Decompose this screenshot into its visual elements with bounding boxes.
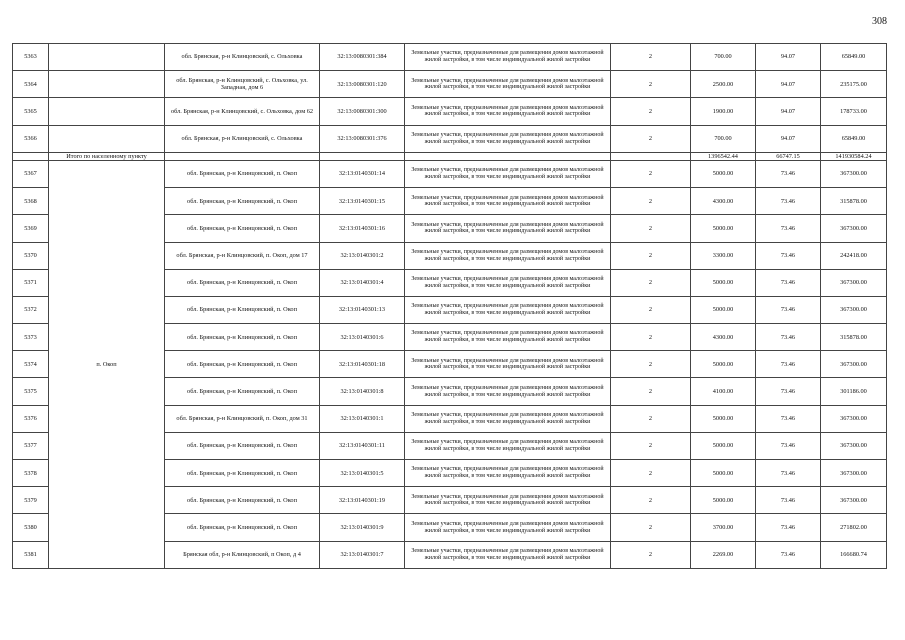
row-cadastral-number: 32:13:0140301:4	[320, 269, 405, 296]
row-area: 5000.00	[691, 215, 756, 242]
row-rate: 73.46	[756, 432, 821, 459]
row-rate: 73.46	[756, 296, 821, 323]
row-area: 4300.00	[691, 324, 756, 351]
row-purpose: Земельные участки, предназначенные для размещения домов малоэтажной жилой застройки, в том числе индивидуальной жилой застройки	[405, 514, 611, 541]
row-cadastral-value: 367300.00	[821, 432, 887, 459]
total-blank	[405, 152, 611, 160]
row-cadastral-number: 32:13:0140301:8	[320, 378, 405, 405]
row-number: 5381	[13, 541, 49, 568]
row-locality	[49, 98, 165, 125]
row-rate: 94.07	[756, 125, 821, 152]
row-rate: 73.46	[756, 215, 821, 242]
row-cadastral-value: 166680.74	[821, 541, 887, 568]
row-number: 5371	[13, 269, 49, 296]
row-cadastral-value: 65849.00	[821, 44, 887, 71]
row-area: 4100.00	[691, 378, 756, 405]
row-address: обл. Брянская, р-н Клинцовский, п. Окоп	[165, 487, 320, 514]
row-rate: 73.46	[756, 242, 821, 269]
row-rate: 94.07	[756, 98, 821, 125]
total-label: Итого по населенному пункту	[49, 152, 165, 160]
row-number: 5377	[13, 432, 49, 459]
row-group: 2	[611, 44, 691, 71]
row-area: 3300.00	[691, 242, 756, 269]
row-group: 2	[611, 188, 691, 215]
row-area: 5000.00	[691, 460, 756, 487]
row-cadastral-value: 367300.00	[821, 351, 887, 378]
row-rate: 73.46	[756, 324, 821, 351]
row-area: 1900.00	[691, 98, 756, 125]
row-address: обл. Брянская, р-н Клинцовский, с. Ольховка, дом 62	[165, 98, 320, 125]
row-area: 3700.00	[691, 514, 756, 541]
row-cadastral-value: 65849.00	[821, 125, 887, 152]
total-area: 1396542.44	[691, 152, 756, 160]
row-number: 5375	[13, 378, 49, 405]
table-body	[13, 44, 887, 569]
row-cadastral-value: 301186.00	[821, 378, 887, 405]
row-address: обл. Брянская, р-н Клинцовский, п. Окоп	[165, 188, 320, 215]
row-address: обл. Брянская, р-н Клинцовский, п. Окоп	[165, 215, 320, 242]
row-cadastral-value: 315878.00	[821, 324, 887, 351]
row-group: 2	[611, 324, 691, 351]
table-row	[13, 98, 887, 125]
row-number: 5367	[13, 160, 49, 187]
row-purpose: Земельные участки, предназначенные для размещения домов малоэтажной жилой застройки, в том числе индивидуальной жилой застройки	[405, 296, 611, 323]
row-group: 2	[611, 296, 691, 323]
table-row	[13, 71, 887, 98]
row-purpose: Земельные участки, предназначенные для размещения домов малоэтажной жилой застройки, в том числе индивидуальной жилой застройки	[405, 378, 611, 405]
row-number: 5369	[13, 215, 49, 242]
row-number: 5364	[13, 71, 49, 98]
row-purpose: Земельные участки, предназначенные для размещения домов малоэтажной жилой застройки, в том числе индивидуальной жилой застройки	[405, 269, 611, 296]
row-purpose: Земельные участки, предназначенные для размещения домов малоэтажной жилой застройки, в том числе индивидуальной жилой застройки	[405, 541, 611, 568]
cadastral-value-table	[12, 43, 887, 569]
row-cadastral-value: 367300.00	[821, 405, 887, 432]
row-group: 2	[611, 215, 691, 242]
row-locality	[49, 71, 165, 98]
row-purpose: Земельные участки, предназначенные для размещения домов малоэтажной жилой застройки, в том числе индивидуальной жилой застройки	[405, 188, 611, 215]
row-number: 5365	[13, 98, 49, 125]
total-row	[13, 152, 887, 160]
row-area: 5000.00	[691, 432, 756, 459]
row-cadastral-number: 32:13:0140301:7	[320, 541, 405, 568]
row-purpose: Земельные участки, предназначенные для размещения домов малоэтажной жилой застройки, в том числе индивидуальной жилой застройки	[405, 125, 611, 152]
row-number: 5363	[13, 44, 49, 71]
row-purpose: Земельные участки, предназначенные для размещения домов малоэтажной жилой застройки, в том числе индивидуальной жилой застройки	[405, 487, 611, 514]
row-rate: 73.46	[756, 351, 821, 378]
row-purpose: Земельные участки, предназначенные для размещения домов малоэтажной жилой застройки, в том числе индивидуальной жилой застройки	[405, 71, 611, 98]
row-area: 2500.00	[691, 71, 756, 98]
total-blank	[320, 152, 405, 160]
row-group: 2	[611, 378, 691, 405]
row-locality	[49, 125, 165, 152]
row-cadastral-value: 367300.00	[821, 160, 887, 187]
row-cadastral-number: 32:13:0140301:9	[320, 514, 405, 541]
row-cadastral-number: 32:13:0080301:376	[320, 125, 405, 152]
row-rate: 73.46	[756, 460, 821, 487]
row-cadastral-number: 32:13:0140301:13	[320, 296, 405, 323]
row-number: 5366	[13, 125, 49, 152]
total-blank	[13, 152, 49, 160]
row-group: 2	[611, 242, 691, 269]
row-cadastral-value: 315878.00	[821, 188, 887, 215]
row-area: 5000.00	[691, 351, 756, 378]
row-number: 5370	[13, 242, 49, 269]
row-locality	[49, 44, 165, 71]
row-address: обл. Брянская, р-н Клинцовский, с. Ольховка	[165, 125, 320, 152]
row-cadastral-value: 367300.00	[821, 487, 887, 514]
row-group: 2	[611, 160, 691, 187]
row-number: 5378	[13, 460, 49, 487]
row-address: обл. Брянская, р-н Клинцовский, с. Ольховка, ул. Западная, дом 6	[165, 71, 320, 98]
row-group: 2	[611, 125, 691, 152]
row-area: 700.00	[691, 44, 756, 71]
row-rate: 94.07	[756, 44, 821, 71]
table-row	[13, 160, 887, 187]
row-purpose: Земельные участки, предназначенные для размещения домов малоэтажной жилой застройки, в том числе индивидуальной жилой застройки	[405, 405, 611, 432]
page-number: 308	[872, 16, 887, 27]
row-address: обл. Брянская, р-н Клинцовский, п. Окоп	[165, 460, 320, 487]
row-number: 5368	[13, 188, 49, 215]
row-number: 5376	[13, 405, 49, 432]
row-area: 2269.00	[691, 541, 756, 568]
row-group: 2	[611, 541, 691, 568]
row-cadastral-value: 367300.00	[821, 215, 887, 242]
row-purpose: Земельные участки, предназначенные для размещения домов малоэтажной жилой застройки, в том числе индивидуальной жилой застройки	[405, 324, 611, 351]
row-cadastral-number: 32:13:0140301:19	[320, 487, 405, 514]
row-purpose: Земельные участки, предназначенные для размещения домов малоэтажной жилой застройки, в том числе индивидуальной жилой застройки	[405, 242, 611, 269]
row-rate: 73.46	[756, 514, 821, 541]
row-address: Брянская обл, р-н Клинцовский, п Окоп, д 4	[165, 541, 320, 568]
row-rate: 73.46	[756, 378, 821, 405]
row-rate: 73.46	[756, 269, 821, 296]
row-cadastral-number: 32:13:0140301:16	[320, 215, 405, 242]
row-rate: 94.07	[756, 71, 821, 98]
row-cadastral-value: 367300.00	[821, 296, 887, 323]
row-area: 5000.00	[691, 296, 756, 323]
total-rate: 66747.15	[756, 152, 821, 160]
row-group: 2	[611, 514, 691, 541]
row-rate: 73.46	[756, 160, 821, 187]
row-address: обл. Брянская, р-н Клинцовский, п. Окоп	[165, 378, 320, 405]
row-group: 2	[611, 405, 691, 432]
row-cadastral-number: 32:13:0140301:5	[320, 460, 405, 487]
table-row	[13, 44, 887, 71]
row-group: 2	[611, 269, 691, 296]
table-row	[13, 125, 887, 152]
row-address: обл. Брянская, р-н Клинцовский, п. Окоп	[165, 269, 320, 296]
row-address: обл. Брянская, р-н Клинцовский, п. Окоп, дом 17	[165, 242, 320, 269]
row-number: 5380	[13, 514, 49, 541]
row-cadastral-value: 235175.00	[821, 71, 887, 98]
row-area: 700.00	[691, 125, 756, 152]
row-number: 5373	[13, 324, 49, 351]
row-cadastral-value: 242418.00	[821, 242, 887, 269]
row-purpose: Земельные участки, предназначенные для размещения домов малоэтажной жилой застройки, в том числе индивидуальной жилой застройки	[405, 98, 611, 125]
row-purpose: Земельные участки, предназначенные для размещения домов малоэтажной жилой застройки, в том числе индивидуальной жилой застройки	[405, 432, 611, 459]
row-area: 5000.00	[691, 160, 756, 187]
row-purpose: Земельные участки, предназначенные для размещения домов малоэтажной жилой застройки, в том числе индивидуальной жилой застройки	[405, 460, 611, 487]
row-number: 5374	[13, 351, 49, 378]
total-blank	[611, 152, 691, 160]
row-area: 5000.00	[691, 487, 756, 514]
row-cadastral-number: 32:13:0080301:120	[320, 71, 405, 98]
row-cadastral-number: 32:13:0080301:384	[320, 44, 405, 71]
row-number: 5372	[13, 296, 49, 323]
row-address: обл. Брянская, р-н Клинцовский, п. Окоп, дом 31	[165, 405, 320, 432]
row-group: 2	[611, 460, 691, 487]
locality-name: п. Окоп	[49, 160, 165, 568]
row-address: обл. Брянская, р-н Клинцовский, п. Окоп	[165, 432, 320, 459]
row-cadastral-number: 32:13:0140301:6	[320, 324, 405, 351]
row-area: 5000.00	[691, 269, 756, 296]
row-cadastral-number: 32:13:0140301:1	[320, 405, 405, 432]
row-rate: 73.46	[756, 405, 821, 432]
row-rate: 73.46	[756, 188, 821, 215]
total-blank	[165, 152, 320, 160]
row-area: 4300.00	[691, 188, 756, 215]
row-purpose: Земельные участки, предназначенные для размещения домов малоэтажной жилой застройки, в том числе индивидуальной жилой застройки	[405, 215, 611, 242]
row-group: 2	[611, 98, 691, 125]
row-cadastral-number: 32:13:0140301:2	[320, 242, 405, 269]
row-cadastral-value: 178733.00	[821, 98, 887, 125]
row-number: 5379	[13, 487, 49, 514]
row-cadastral-value: 367300.00	[821, 269, 887, 296]
row-cadastral-number: 32:13:0140301:18	[320, 351, 405, 378]
row-cadastral-number: 32:13:0140301:11	[320, 432, 405, 459]
row-group: 2	[611, 487, 691, 514]
total-value: 141930584.24	[821, 152, 887, 160]
row-cadastral-number: 32:13:0140301:14	[320, 160, 405, 187]
row-address: обл. Брянская, р-н Клинцовский, п. Окоп	[165, 160, 320, 187]
row-group: 2	[611, 432, 691, 459]
row-cadastral-value: 367300.00	[821, 460, 887, 487]
row-cadastral-number: 32:13:0140301:15	[320, 188, 405, 215]
row-purpose: Земельные участки, предназначенные для размещения домов малоэтажной жилой застройки, в том числе индивидуальной жилой застройки	[405, 44, 611, 71]
row-address: обл. Брянская, р-н Клинцовский, с. Ольховка	[165, 44, 320, 71]
row-rate: 73.46	[756, 487, 821, 514]
row-address: обл. Брянская, р-н Клинцовский, п. Окоп	[165, 296, 320, 323]
row-address: обл. Брянская, р-н Клинцовский, п. Окоп	[165, 514, 320, 541]
row-group: 2	[611, 351, 691, 378]
row-address: обл. Брянская, р-н Клинцовский, п. Окоп	[165, 351, 320, 378]
row-address: обл. Брянская, р-н Клинцовский, п. Окоп	[165, 324, 320, 351]
row-purpose: Земельные участки, предназначенные для размещения домов малоэтажной жилой застройки, в том числе индивидуальной жилой застройки	[405, 160, 611, 187]
row-purpose: Земельные участки, предназначенные для размещения домов малоэтажной жилой застройки, в том числе индивидуальной жилой застройки	[405, 351, 611, 378]
row-rate: 73.46	[756, 541, 821, 568]
row-area: 5000.00	[691, 405, 756, 432]
row-group: 2	[611, 71, 691, 98]
row-cadastral-number: 32:13:0080301:300	[320, 98, 405, 125]
row-cadastral-value: 271802.00	[821, 514, 887, 541]
